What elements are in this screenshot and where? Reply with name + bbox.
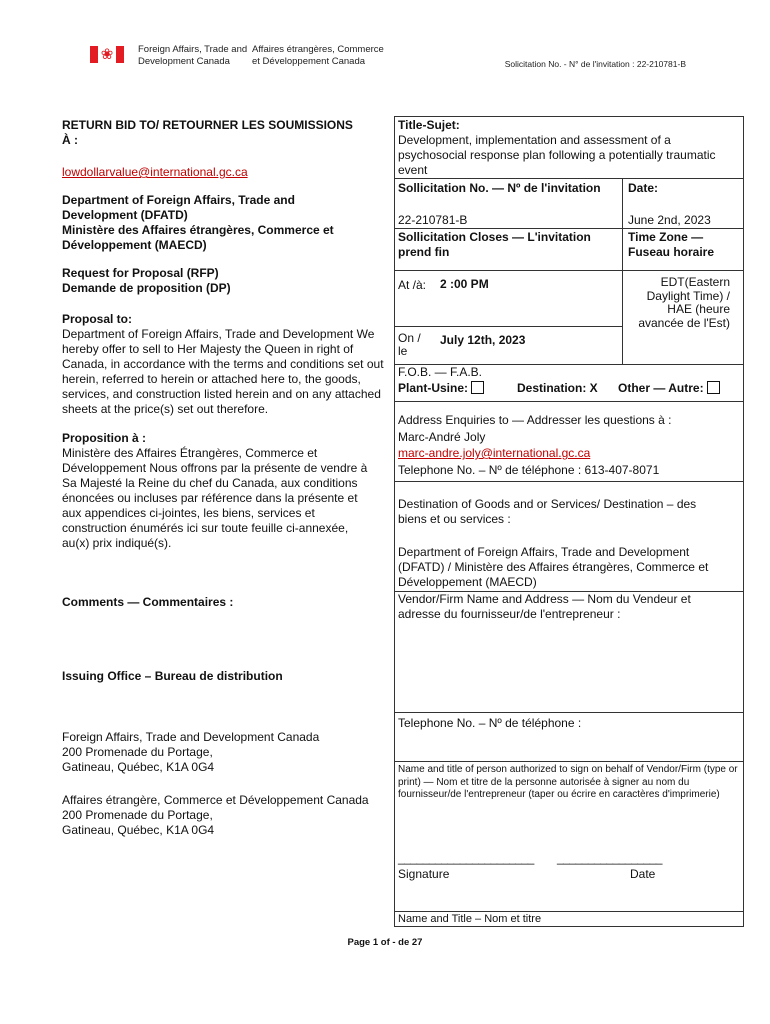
other-autre-checkbox[interactable] [707,381,720,394]
plant-usine-label: Plant-Usine: [398,381,469,395]
closing-time-value: 2 :00 PM [440,277,489,291]
closing-date-value: July 12th, 2023 [440,333,526,347]
vendor-telephone-label: Telephone No. – Nº de téléphone : [398,716,582,730]
contact-name: Marc-André Joly [398,430,486,444]
on-label: On / le [398,331,421,358]
issuing-office-heading: Issuing Office – Bureau de distribution [62,669,283,683]
return-bid-heading: RETURN BID TO/ RETOURNER LES SOUMISSIONS À : [62,118,353,147]
solicitation-label: Sollicitation No. — Nº de l'invitation [398,181,601,195]
return-email-link[interactable]: lowdollarvalue@international.gc.ca [62,165,248,179]
timezone-value: EDT(Eastern Daylight Time) / HAE (heure avancée de l'Est) [638,275,730,330]
destination-goods-value: Department of Foreign Affairs, Trade and Development (DFATD) / Ministère des Affaires étrangères, Commerce et Développement (MAECD) [398,545,709,589]
sign-date-label: Date [630,867,656,881]
contact-email-link[interactable]: marc-andre.joly@international.gc.ca [398,446,591,460]
date-line: _________________ [557,851,662,865]
proposal-to-heading: Proposal to: [62,312,133,326]
address-enquiries-label: Address Enquiries to — Addresser les questions à : [398,413,672,427]
proposition-heading: Proposition à : [62,431,146,445]
destination-goods-label: Destination of Goods and or Services/ Destination – des biens et ou services : [398,497,697,526]
date-value: June 2nd, 2023 [628,213,711,227]
title-label: Title-Sujet: [398,118,460,132]
rfp-heading: Request for Proposal (RFP) Demande de proposition (DP) [62,266,231,295]
department-block: Department of Foreign Affairs, Trade and Development (DFATD) Ministère des Affaires étrangères, Commerce et Développement (MAECD) [62,193,334,252]
at-label: At /à: [398,278,427,292]
contact-telephone: Telephone No. – Nº de téléphone : 613-407-8071 [398,463,660,477]
canada-flag-icon: ❀ [90,46,124,63]
plant-usine-option [398,381,484,396]
solicitation-value: 22-210781-B [398,213,468,227]
department-name-fr: Affaires étrangères, Commerce et Développement Canada [252,44,384,67]
other-autre-label: Other — Autre: [618,381,704,395]
comments-label: Comments — Commentaires : [62,595,234,609]
signature-label: Signature [398,867,450,881]
proposition-text: Ministère des Affaires Étrangères, Commerce et Développement Nous offrons par la présente de vendre à Sa Majesté la Reine du chef du Canada, aux conditions énoncées ou incluses par référence dans la présente et aux appendices ci-jointes, les biens, services et construction énumérés ici sur toute feuille ci-annexée, au(x) prix indiqué(s). [62,446,368,550]
fob-label: F.O.B. — F.A.B. [398,365,483,379]
page-header [90,44,690,70]
vendor-label: Vendor/Firm Name and Address — Nom du Vendeur et adresse du fournisseur/de l'entrepreneur : [398,592,691,621]
issuing-office-address-fr: Affaires étrangère, Commerce et Développement Canada 200 Promenade du Portage, Gatineau, Québec, K1A 0G4 [62,793,369,837]
plant-usine-checkbox[interactable] [471,381,484,394]
date-label: Date: [628,181,659,195]
authorized-signer-label: Name and title of person authorized to sign on behalf of Vendor/Firm (type or print) — Nom et titre de la personne autorisée à signer au nom du fournisseur/de l'entrepreneur (taper ou écrire en caractères d'imprimerie) [398,764,738,800]
signature-line: ______________________ [398,851,534,865]
solicitation-reference: Solicitation No. - N° de l'invitation : 22-210781-B [504,59,686,69]
destination-option: Destination: X [517,381,598,395]
title-value: Development, implementation and assessment of a psychosocial response plan following a potentially traumatic event [398,133,716,177]
issuing-office-address-en: Foreign Affairs, Trade and Development Canada 200 Promenade du Portage, Gatineau, Québec, K1A 0G4 [62,730,320,774]
other-option [618,381,720,396]
proposal-to-text: Department of Foreign Affairs, Trade and Development We hereby offer to sell to Her Majesty the Queen in right of Canada, in accordance with the terms and conditions set out herein, referred to herein or attached here to, the goods, services, and construction listed herein and on any attached sheets at the price(s) set out therefore. [62,327,384,416]
name-title-label: Name and Title – Nom et titre [398,913,542,925]
page-number: Page 1 of - de 27 [347,937,423,948]
closes-label: Sollicitation Closes — L'invitation prend fin [398,230,591,259]
timezone-label: Time Zone — Fuseau horaire [628,230,715,259]
department-name-en: Foreign Affairs, Trade and Development Canada [138,44,248,67]
